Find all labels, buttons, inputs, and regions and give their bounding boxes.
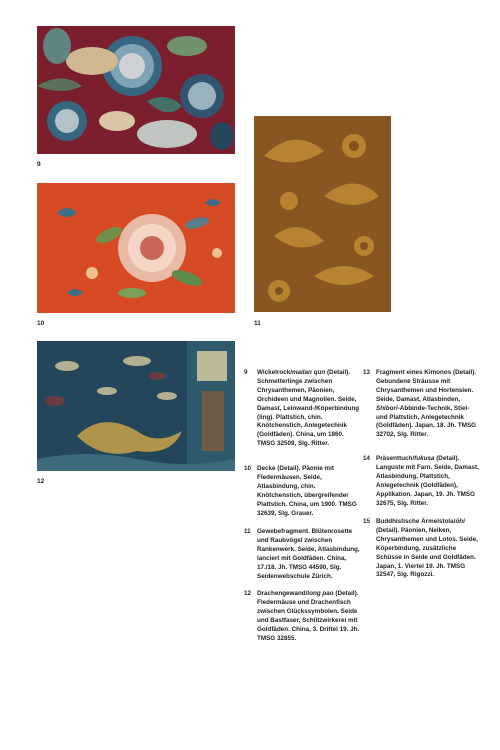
caption-15 <box>363 518 481 580</box>
caption-12 <box>244 590 362 643</box>
caption-italic: Shibori <box>376 404 398 412</box>
caption-text: Decke (Detail). Päonie mit Fledermäusen. Seide, Atlasbindung, chin. Knötchenstich, übergreifender Plattstich. China, um 1900. TMSG 32639, Slg. Grauer. <box>257 465 357 517</box>
caption-text: Drachengewand/ <box>257 590 308 597</box>
figure-9-number: 9 <box>37 161 41 168</box>
caption-text: Buddhistische Ärmelstola/ <box>376 518 456 525</box>
caption-number: 10 <box>244 465 252 472</box>
caption-number: 13 <box>363 369 371 376</box>
figure-11-number: 11 <box>254 320 261 327</box>
caption-italic: long pao <box>307 590 334 597</box>
caption-9 <box>244 369 362 449</box>
caption-italic: ōhi <box>455 518 465 525</box>
caption-text: (Detail). Languste mit Farn. Seide, Damast, Atlasbindung, Plattstich, Anlegetechnik (Goldfäden), Applikation. Japan, 19. Jh. TMSG 32675, Slg. Ritter. <box>376 455 479 507</box>
caption-number: 11 <box>244 528 251 535</box>
caption-14 <box>363 455 481 508</box>
caption-13 <box>363 369 481 440</box>
caption-10 <box>244 465 362 518</box>
figure-10-image <box>37 183 235 313</box>
figure-9-image <box>37 26 235 154</box>
figure-10-number: 10 <box>37 320 45 327</box>
caption-text: (Detail). Fledermäuse und Drachenfisch zwischen Glückssymbolen. Seide und Bastfaser, Schlitzwirkerei mit Goldfäden. China, 3. Drittel 19. Jh. TMSG 32855. <box>257 590 360 642</box>
caption-text: Wickelrock/ <box>257 369 292 376</box>
caption-number: 12 <box>244 590 252 597</box>
caption-number: 14 <box>363 455 371 462</box>
caption-text: (Detail). Schmetterlinge zwischen Chrysanthemen, Päonien, Orchideen und Magnolien. Seide, Damast, Leinwand-/Köperbindung (ling). Plattstich, chin. Knötchenstich, Anlegetechnik (Goldfäden). China, um 1860. TMSG 32509, Slg. Ritter. <box>257 369 360 448</box>
caption-11 <box>244 528 362 581</box>
caption-text: Gewebefragment. Blütenrosette und Raubvögel zwischen Rankenwerk. Seide, Atlasbindung, lanciert mit Goldfäden. China, 17./18. Jh. TMSG 44590, Slg. Seidenwebschule Zürich. <box>257 528 360 580</box>
figure-11-image <box>254 116 391 312</box>
caption-italic: fukusa <box>414 455 435 462</box>
caption-number: 9 <box>244 369 248 376</box>
caption-text: -Abbinde-Technik, Stiel- und Plattstich, Anlegetechnik (Goldfäden). Japan, 18. Jh. TMSG 32702, Slg. Ritter. <box>376 404 477 439</box>
figure-12-number: 12 <box>37 478 45 485</box>
caption-italic: mailan qun <box>291 369 326 376</box>
figure-12-image <box>37 341 235 471</box>
caption-text: (Detail). Päonien, Nelken, Chrysanthemen und Lotos. Seide, Köperbindung, zusätzliche Schüsse in Seide und Goldfäden. Japan, 1. Viertel 19. Jh. TMSG 32547, Slg. Rigozzi. <box>376 526 478 579</box>
caption-text: Fragment eines Kimonos (Detail). Gebundene Sträusse mit Chrysanthemen und Hortensien. Seide, Damast, Atlasbinden, <box>376 369 477 403</box>
caption-number: 15 <box>363 518 371 525</box>
caption-text: Präsenttuch/ <box>376 455 415 462</box>
